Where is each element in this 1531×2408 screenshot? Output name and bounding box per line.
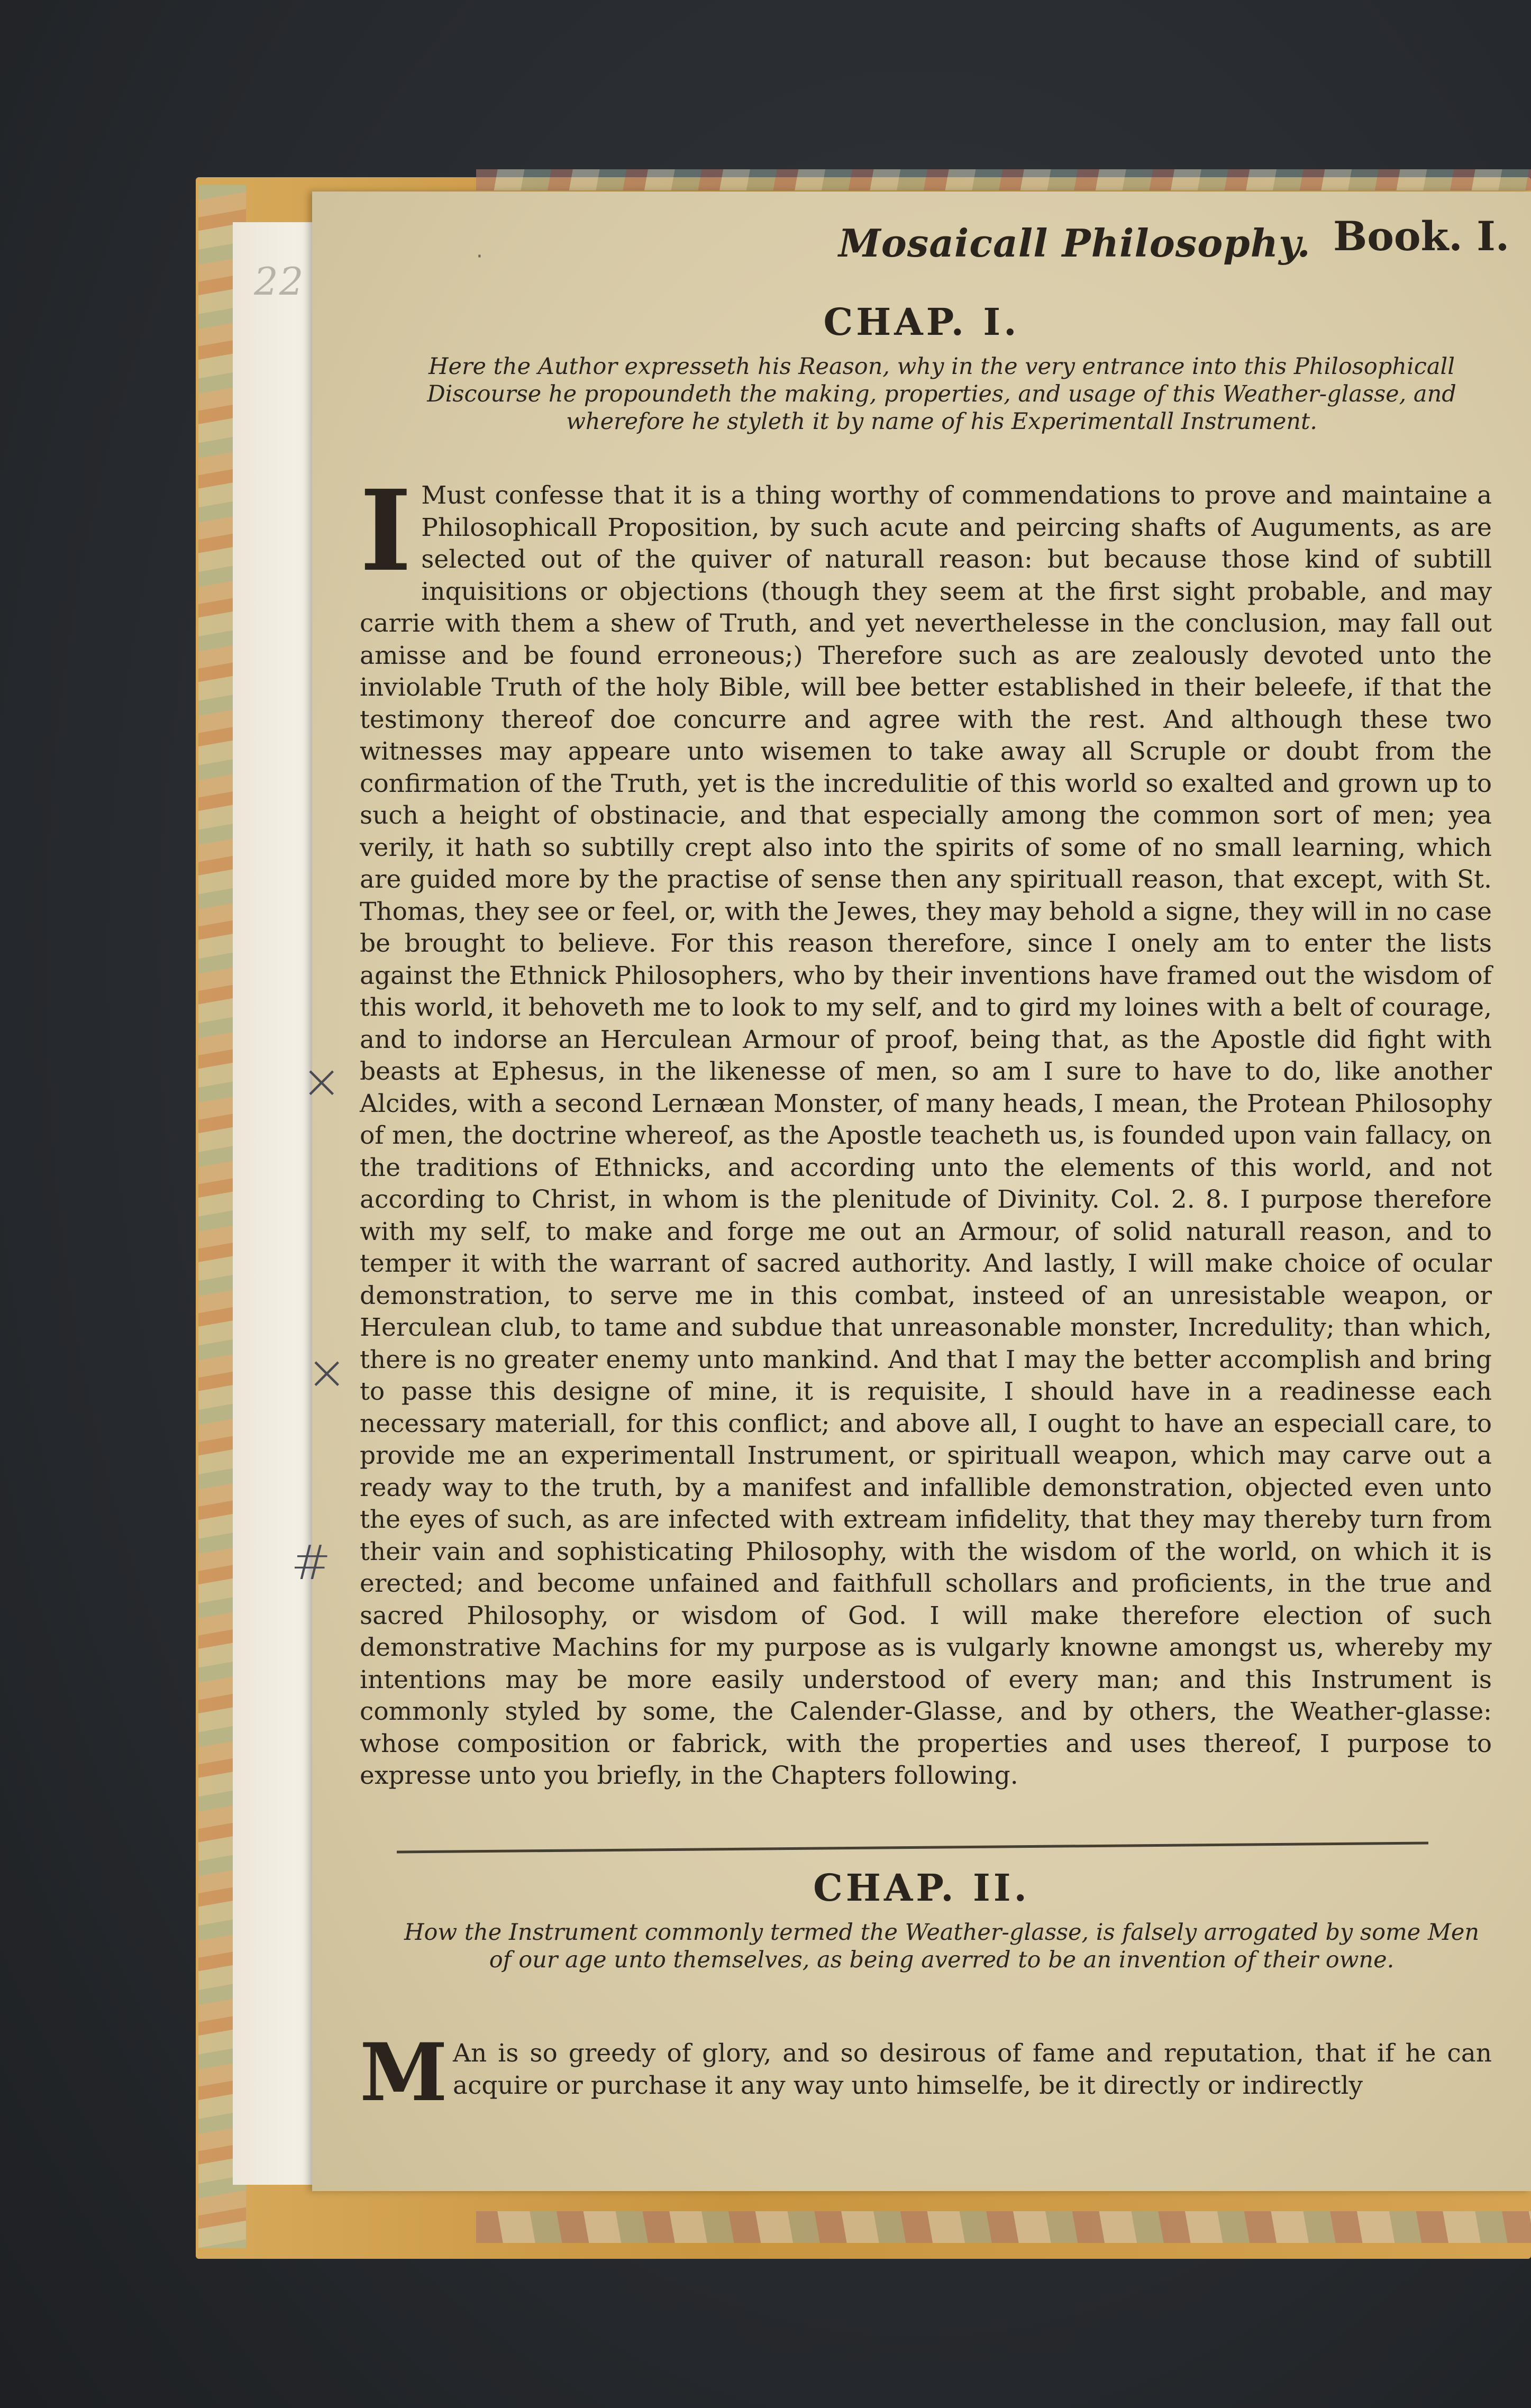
chapter-1-body	[360, 466, 1492, 1792]
margin-annotation-cross: ×	[307, 1345, 347, 1400]
marbled-endpaper-bottom	[476, 2211, 1531, 2243]
chapter-1-dropcap: I	[360, 466, 412, 596]
running-head-book: Book. I.	[1333, 213, 1510, 260]
chapter-2-body	[360, 2026, 1492, 2119]
chapter-2-text: An is so greedy of glory, and so desirous of fame and reputation, that if he can acquire or purchase it any way unto himselfe, be it directly or indirectly	[453, 2039, 1492, 2100]
chapter-2-heading: CHAP. II.	[813, 1866, 1030, 1910]
chapter-2-dropcap: M	[360, 2026, 448, 2119]
chapter-1-summary: Here the Author expresseth his Reason, why in the very entrance into this Philosophicall Discourse he propoundeth the making, properties, and usage of this Weather-glasse, and wherefore he styleth it by name of his Experimentall Instrument.	[427, 353, 1456, 435]
running-head-title: Mosaicall Philosophy.	[839, 221, 1311, 266]
margin-annotation-cross: ×	[302, 1054, 342, 1109]
section-rule	[397, 1841, 1428, 1853]
pencil-page-number: 22	[254, 259, 305, 304]
marbled-endpaper-top	[476, 169, 1531, 190]
margin-annotation-hash: #	[291, 1535, 331, 1591]
print-smudge: ·	[476, 244, 483, 269]
chapter-1-text: Must confesse that it is a thing worthy of commendations to prove and maintaine a Philosophicall Proposition, by such acute and peircing shafts of Auguments, as are selected out of the quiver of naturall reason: but because those kind of subtill inquisitions or objections (though they seem at the first sight probable, and may carrie with them a shew of Truth, and yet neverthelesse in the conclusion, may fall out amisse and be found erroneous;) Therefore such as are zealously devoted unto the inviolable Truth of the holy Bible, will bee better established in their beleefe, if that the testimony thereof doe concurre and agree with the rest. And although these two witnesses may appeare unto wisemen to take away all Scruple or doubt from the confirmation of the Truth, yet is the incredulitie of this world so exalted and grown up to such a height of obstinacie, and that especially among the common sort of men; yea verily, it hath so subtilly crept also into the spirits of some of no small learning, which are guided more by the practise of sense then any spirituall reason, that except, with St. Thomas, they see or feel, or, with the Jewes, they may behold a signe, they will in no case be brought to believe. For this reason therefore, since I onely am to enter the lists against the Ethnick Philosophers, who by their inventions have framed out the wisdom of this world, it behoveth me to look to my self, and to gird my loines with a belt of courage, and to indorse an Herculean Armour of proof, being that, as the Apostle did fight with beasts at Ephesus, in the likenesse of men, so am I sure to have to do, like another Alcides, with a second Lernæan Monster, of many heads, I mean, the Protean Philosophy of men, the doctrine whereof, as the Apostle teacheth us, is founded upon vain fallacy, on the traditions of Ethnicks, and according unto the elements of this world, and not according to Christ, in whom is the plenitude of Divinity. Col. 2. 8. I purpose therefore with my self, to make and forge me out an Armour, of solid naturall reason, and to temper it with the warrant of sacred authority. And lastly, I will make choice of ocular demonstration, to serve me in this combat, insteed of an unresistable weapon, or Herculean club, to tame and subdue that unreasonable monster, Incredulity; than which, there is no greater enemy unto mankind. And that I may the better accomplish and bring to passe this designe of mine, it is requisite, I should have in a readinesse each necessary materiall, for this conflict; and above all, I ought to have an especiall care, to provide me an experimentall Instrument, or spirituall weapon, which may carve out a ready way to the truth, by a manifest and infallible demonstration, objected even unto the eyes of such, as are infected with extream infidelity, that they may thereby turn from their vain and sophisticating Philosophy, with the wisdom of the world, on which it is erected; and become unfained and faithfull schollars and proficients, in the true and sacred Philosophy, or wisdom of God. I will make therefore election of such demonstrative Machins for my purpose as is vulgarly knowne amongst us, whereby my intentions may be more easily understood of every man; and this Instrument is commonly styled by some, the Calender-Glasse, and by others, the Weather-glasse: whose composition or fabrick, with the properties and uses thereof, I purpose to expresse unto you briefly, in the Chapters following.	[360, 481, 1492, 1790]
chapter-1-heading: CHAP. I.	[823, 300, 1020, 344]
chapter-2-summary: How the Instrument commonly termed the Weather-glasse, is falsely arrogated by some Men of our age unto themselves, as being averred to be an invention of their owne.	[404, 1919, 1480, 1973]
printed-page	[291, 191, 1531, 2191]
